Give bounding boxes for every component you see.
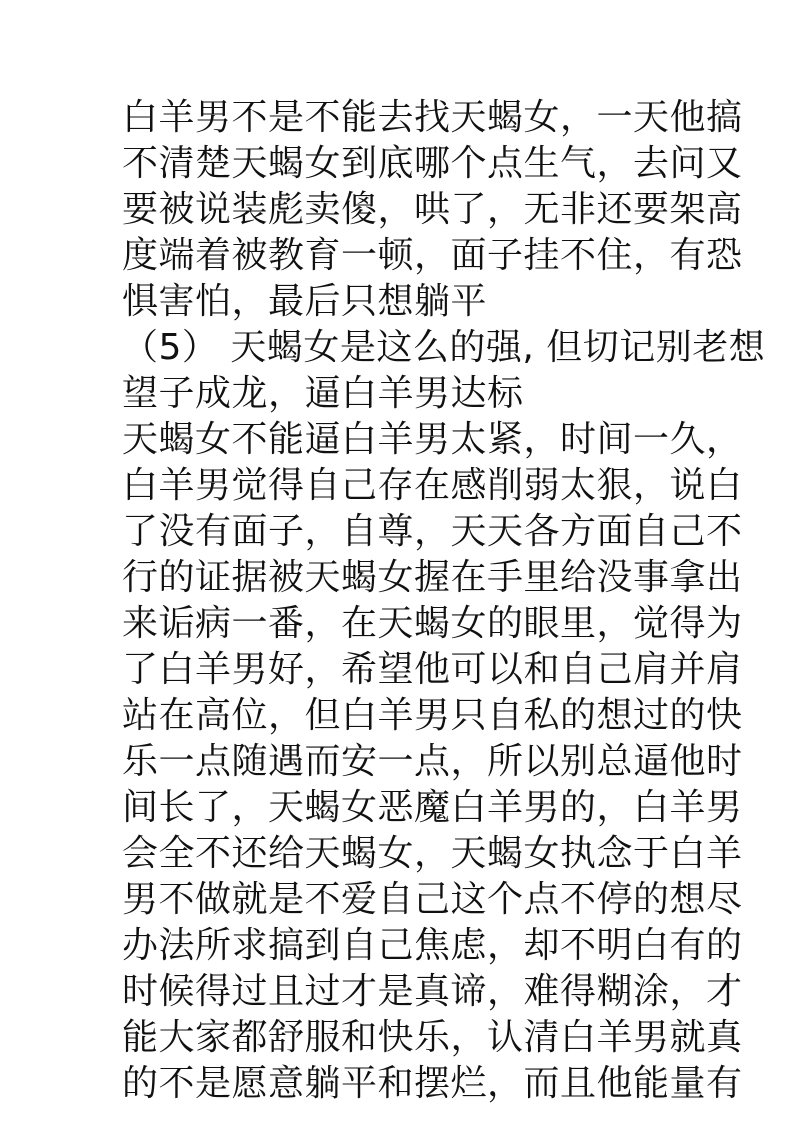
text-line: 来诟病一番，在天蝎女的眼里，觉得为 [122,603,743,644]
text-line: 站在高位，但白羊男只自私的想过的快 [122,695,743,736]
body-text [122,95,766,1107]
text-line: 不清楚天蝎女到底哪个点生气，去问又 [122,143,743,184]
text-line: 间长了，天蝎女恶魔白羊男的，白羊男 [122,787,743,828]
heading-line: 望子成龙，逼白羊男达标 [122,373,524,414]
text-line: 时候得过且过才是真谛，难得糊涂，才 [122,971,743,1012]
text-line: 度端着被教育一顿，面子挂不住，有恐 [122,235,743,276]
paragraph-2 [122,417,743,1107]
text-line: 乐一点随遇而安一点，所以别总逼他时 [122,741,743,782]
text-line: 了没有面子，自尊，天天各方面自己不 [122,511,743,552]
text-line: 要被说装彪卖傻，哄了，无非还要架高 [122,189,743,230]
text-line: 白羊男不是不能去找天蝎女，一天他搞 [122,97,743,138]
section-heading [122,325,766,417]
text-line: 办法所求搞到自己焦虑，却不明白有的 [122,925,743,966]
text-line: 行的证据被天蝎女握在手里给没事拿出 [122,557,743,598]
text-line: 能大家都舒服和快乐，认清白羊男就真 [122,1017,743,1058]
heading-line: （5） 天蝎女是这么的强, 但切记别老想 [122,327,766,368]
text-line: 会全不还给天蝎女，天蝎女执念于白羊 [122,833,743,874]
text-line: 了白羊男好，希望他可以和自己肩并肩 [122,649,743,690]
text-line: 惧害怕，最后只想躺平 [122,281,488,322]
paragraph-1 [122,95,743,325]
text-line: 天蝎女不能逼白羊男太紧，时间一久， [122,419,743,460]
text-line: 白羊男觉得自己存在感削弱太狠，说白 [122,465,743,506]
text-line: 的不是愿意躺平和摆烂，而且他能量有 [122,1063,743,1104]
text-line: 男不做就是不爱自己这个点不停的想尽 [122,879,743,920]
